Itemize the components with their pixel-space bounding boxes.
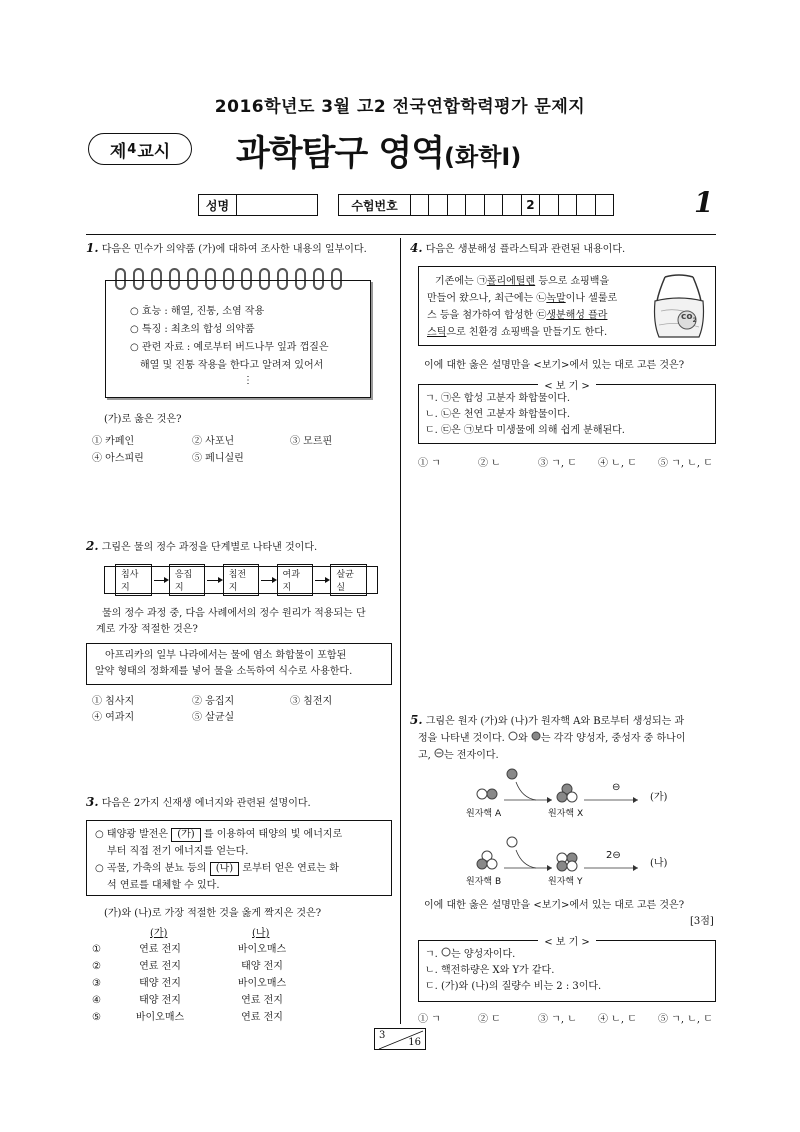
choice-number: ③ <box>92 978 101 989</box>
choice[interactable]: ② 응집지 <box>192 696 235 707</box>
q2-stem-text: 그림은 물의 정수 과정을 단계별로 나타낸 것이다. <box>101 542 318 553</box>
q4-stem <box>410 240 716 258</box>
q2-question-line: 계로 가장 적절한 것은? <box>96 624 198 635</box>
period-number: 4 <box>127 141 137 157</box>
q5-stem <box>410 712 716 764</box>
choice-number: ⑤ <box>92 1012 101 1023</box>
q4-marker: ㉡ <box>536 293 547 304</box>
q3-cell: 연료 전지 <box>241 995 283 1006</box>
exam-digit-cell[interactable] <box>577 195 595 215</box>
period-pre: 제 <box>109 141 127 162</box>
q1-stem <box>86 240 392 258</box>
subject-main: 과학탐구 영역 <box>236 134 445 174</box>
column-divider <box>400 238 401 1024</box>
subject-sub: (화학Ⅰ) <box>444 143 522 171</box>
q3-cell: 태양 전지 <box>241 961 283 972</box>
q3-row[interactable] <box>92 976 322 993</box>
q3-blank-ga: (가) <box>171 828 200 842</box>
choice[interactable]: ② 사포닌 <box>192 436 235 447</box>
page-indicator <box>374 1028 426 1050</box>
q1-question: (가)로 옳은 것은? <box>104 414 182 425</box>
q3-text: 부터 직접 전기 에너지를 얻는다. <box>107 846 249 857</box>
arrow-right-icon <box>315 580 328 581</box>
page-total: 16 <box>408 1037 421 1048</box>
q2-case-line: 아프리카의 일부 나라에서는 물에 염소 화합물이 포함된 <box>105 650 347 661</box>
flow-step: 침전지 <box>223 564 260 596</box>
choice[interactable]: ⑤ 살균실 <box>192 712 235 723</box>
exam-digit-cell-fixed: 2 <box>522 195 540 215</box>
q1-note-line: ○ 효능 : 해열, 진통, 소염 작용 <box>130 306 265 317</box>
filled-circle-icon <box>531 731 541 741</box>
q1-note-ellipsis: ⋮ <box>243 375 253 386</box>
subject-title <box>236 126 521 176</box>
open-circle-icon <box>441 947 451 957</box>
bag-logo <box>681 312 697 324</box>
exam-title: 2016학년도 3월 고2 전국연합학력평가 문제지 <box>214 97 586 117</box>
q3-row[interactable] <box>92 1010 322 1027</box>
q5-question: 이에 대한 옳은 설명만을 <보기>에서 있는 대로 고른 것은? <box>424 900 685 911</box>
electron-icon <box>434 748 444 758</box>
choice[interactable]: ④ ㄴ, ㄷ <box>598 458 637 469</box>
q3-info-box <box>86 820 392 896</box>
choice[interactable]: ⑤ 페니실린 <box>192 453 244 464</box>
bogi-item: ㄷ. (가)와 (나)의 질량수 비는 2 : 3이다. <box>425 981 602 992</box>
exam-digit-cell[interactable] <box>448 195 466 215</box>
q3-cell: 바이오매스 <box>237 944 287 955</box>
bogi-item: ㄴ. ㉡은 천연 고분자 화합물이다. <box>425 409 570 420</box>
q1-note-line: ○ 특징 : 최초의 합성 의약품 <box>130 324 255 335</box>
choice[interactable]: ③ 모르핀 <box>290 436 333 447</box>
q3-row[interactable] <box>92 959 322 976</box>
choice[interactable]: ③ ㄱ, ㄴ <box>538 1014 577 1025</box>
q3-text: ○ 곡물, 가축의 분뇨 등의 <box>95 863 207 874</box>
q2-question <box>96 606 396 638</box>
q3-answer-table <box>92 926 322 1027</box>
nucleus-y-label: 원자핵 Y <box>548 877 583 887</box>
q4-term: 녹말 <box>546 293 566 304</box>
q1-note-line: 해열 및 진통 작용을 한다고 알려져 있어서 <box>140 360 324 371</box>
q5-stem-text: 는 각각 양성자, 중성자 중 하나이 <box>540 733 686 744</box>
q5-bogi-box <box>418 937 716 1002</box>
bogi-title: < 보 기 > <box>538 381 596 392</box>
q3-cell: 바이오매스 <box>135 1012 185 1023</box>
q3-number: 3. <box>86 795 99 809</box>
q3-text: 석 연료를 대체할 수 있다. <box>107 880 220 891</box>
q4-number: 4. <box>410 241 423 255</box>
choice[interactable]: ① ㄱ <box>418 458 441 469</box>
open-circle-icon <box>508 731 518 741</box>
q1-stem-text: 다음은 민수가 의약품 (가)에 대하여 조사한 내용의 일부이다. <box>101 244 367 255</box>
bogi-item: ㄷ. ㉢은 ㉠보다 미생물에 의해 쉽게 분해된다. <box>425 425 625 436</box>
name-field[interactable] <box>198 194 318 216</box>
q2-stem <box>86 538 392 556</box>
q3-cell: 태양 전지 <box>139 995 181 1006</box>
q2-choices <box>92 694 392 728</box>
shopping-bag-icon <box>647 271 711 343</box>
q1-notebook <box>105 280 371 398</box>
nucleus-b-label: 원자핵 B <box>466 877 502 887</box>
q4-term: 생분해성 플라 <box>546 310 608 321</box>
flow-step: 응집지 <box>169 564 206 596</box>
choice-number: ① <box>92 944 101 955</box>
q5-stem-text: 는 전자이다. <box>444 750 499 761</box>
q4-term: 폴리에틸렌 <box>486 276 536 287</box>
exam-digit-cell[interactable] <box>411 195 429 215</box>
exam-number-field[interactable] <box>338 194 614 216</box>
name-input-area[interactable] <box>237 195 317 215</box>
q5-points: [3점] <box>690 916 714 927</box>
bogi-item <box>425 947 709 963</box>
q1-number: 1. <box>86 241 99 255</box>
period-badge <box>88 133 192 165</box>
q4-text: 등으로 쇼핑백을 <box>535 276 610 287</box>
flow-step: 여과지 <box>277 564 314 596</box>
q3-cell: 연료 전지 <box>241 1012 283 1023</box>
choice[interactable]: ① 카페인 <box>92 436 135 447</box>
q4-stem-text: 다음은 생분해성 플라스틱과 관련된 내용이다. <box>425 244 626 255</box>
atom-na-label: (나) <box>650 858 668 869</box>
arrow-right-icon <box>154 580 167 581</box>
bogi-item: ㄱ. ㉠은 합성 고분자 화합물이다. <box>425 393 570 404</box>
q3-blank-na: (나) <box>210 862 239 876</box>
q5-choices <box>418 1012 718 1028</box>
q4-question: 이에 대한 옳은 설명만을 <보기>에서 있는 대로 고른 것은? <box>424 360 685 371</box>
q3-stem <box>86 794 392 812</box>
period-post: 교시 <box>137 141 171 162</box>
q3-cell: 태양 전지 <box>139 978 181 989</box>
q4-text: 으로 친환경 쇼핑백을 만들기도 한다. <box>446 327 608 338</box>
bogi-item-text: 는 양성자이다. <box>451 949 516 960</box>
q3-col-header: (가) <box>150 928 168 939</box>
q3-question: (가)와 (나)로 가장 적절한 것을 옳게 짝지은 것은? <box>104 908 322 919</box>
q1-choices <box>92 434 392 468</box>
q5-stem-text: 그림은 원자 (가)와 (나)가 원자핵 A와 B로부터 생성되는 과 <box>425 716 685 727</box>
q5-stem-text: 정을 나타낸 것이다. <box>418 733 508 744</box>
electron-label: ⊖ <box>612 782 621 793</box>
exam-digit-cell[interactable] <box>540 195 558 215</box>
page-number: 1 <box>694 186 714 219</box>
choice[interactable]: ③ 침전지 <box>290 696 333 707</box>
q3-row[interactable] <box>92 942 322 959</box>
q2-question-line: 물의 정수 과정 중, 다음 사례에서의 정수 원리가 적용되는 단 <box>102 608 366 619</box>
q3-text: 를 이용하여 태양의 빛 에너지로 <box>203 829 343 840</box>
q2-flow-diagram <box>104 566 378 594</box>
bogi-item-prefix: ㄱ. <box>425 949 442 960</box>
choice-number: ② <box>92 961 101 972</box>
choice[interactable]: ⑤ ㄱ, ㄴ, ㄷ <box>658 458 713 469</box>
q2-number: 2. <box>86 539 99 553</box>
choice-number: ④ <box>92 995 101 1006</box>
q2-case-box <box>86 643 392 685</box>
q2-case-line: 알약 형태의 정화제를 넣어 물을 소독하여 식수로 사용한다. <box>95 666 353 677</box>
exam-number-label: 수험번호 <box>339 195 411 215</box>
q5-stem-text: 고, <box>418 750 435 761</box>
q3-text: ○ 태양광 발전은 <box>95 829 169 840</box>
q4-passage-box <box>418 266 716 346</box>
q5-stem-text: 와 <box>518 733 531 744</box>
bag-logo-sub: 2 <box>692 316 697 324</box>
page-current: 3 <box>379 1030 386 1041</box>
q4-text: 만들어 왔으나, 최근에는 <box>427 293 537 304</box>
q4-term: 스틱 <box>427 327 447 338</box>
q4-marker: ㉢ <box>536 310 547 321</box>
atom-ga-label: (가) <box>650 792 668 803</box>
q4-marker: ㉠ <box>476 276 487 287</box>
q3-cell: 연료 전지 <box>139 961 181 972</box>
bogi-item: ㄴ. 핵전하량은 X와 Y가 같다. <box>425 965 555 976</box>
exam-digit-cell[interactable] <box>596 195 613 215</box>
q3-text: 로부터 얻은 연료는 화 <box>242 863 339 874</box>
q4-choices <box>418 456 718 472</box>
q3-cell: 바이오매스 <box>237 978 287 989</box>
choice[interactable]: ④ 여과지 <box>92 712 135 723</box>
q3-stem-text: 다음은 2가지 신재생 에너지와 관련된 설명이다. <box>101 798 311 809</box>
exam-digit-cell[interactable] <box>485 195 503 215</box>
q3-col-header: (나) <box>252 928 270 939</box>
choice[interactable]: ② ㄴ <box>478 458 501 469</box>
choice[interactable]: ⑤ ㄱ, ㄴ, ㄷ <box>658 1014 713 1025</box>
exam-digit-cell[interactable] <box>503 195 521 215</box>
choice[interactable]: ④ ㄴ, ㄷ <box>598 1014 637 1025</box>
choice[interactable]: ① 침사지 <box>92 696 135 707</box>
q4-text: 기존에는 <box>435 276 477 287</box>
arrow-right-icon <box>207 580 220 581</box>
exam-digit-cell[interactable] <box>466 195 484 215</box>
q4-bogi-box <box>418 381 716 444</box>
bag-logo-text: co <box>681 312 693 322</box>
q3-row[interactable] <box>92 993 322 1010</box>
arrow-right-icon <box>261 580 274 581</box>
choice[interactable]: ③ ㄱ, ㄷ <box>538 458 577 469</box>
header-divider <box>86 234 716 235</box>
q4-text: 스 등을 첨가하여 합성한 <box>427 310 537 321</box>
name-label: 성명 <box>199 195 237 215</box>
electron-label: 2⊖ <box>606 850 621 861</box>
choice[interactable]: ② ㄷ <box>478 1014 501 1025</box>
flow-step: 살균실 <box>330 564 367 596</box>
nucleus-a-label: 원자핵 A <box>466 809 502 819</box>
flow-step: 침사지 <box>115 564 152 596</box>
q1-note-line: ○ 관련 자료 : 예로부터 버드나무 잎과 껍질은 <box>130 342 329 353</box>
nucleus-x-label: 원자핵 X <box>548 809 584 819</box>
exam-digit-cell[interactable] <box>559 195 577 215</box>
bogi-title: < 보 기 > <box>538 937 596 948</box>
q5-number: 5. <box>410 713 423 727</box>
choice[interactable]: ④ 아스피린 <box>92 453 144 464</box>
q3-cell: 연료 전지 <box>139 944 181 955</box>
exam-digit-cell[interactable] <box>429 195 447 215</box>
q4-text: 이나 셀룰로 <box>565 293 618 304</box>
choice[interactable]: ① ㄱ <box>418 1014 441 1025</box>
